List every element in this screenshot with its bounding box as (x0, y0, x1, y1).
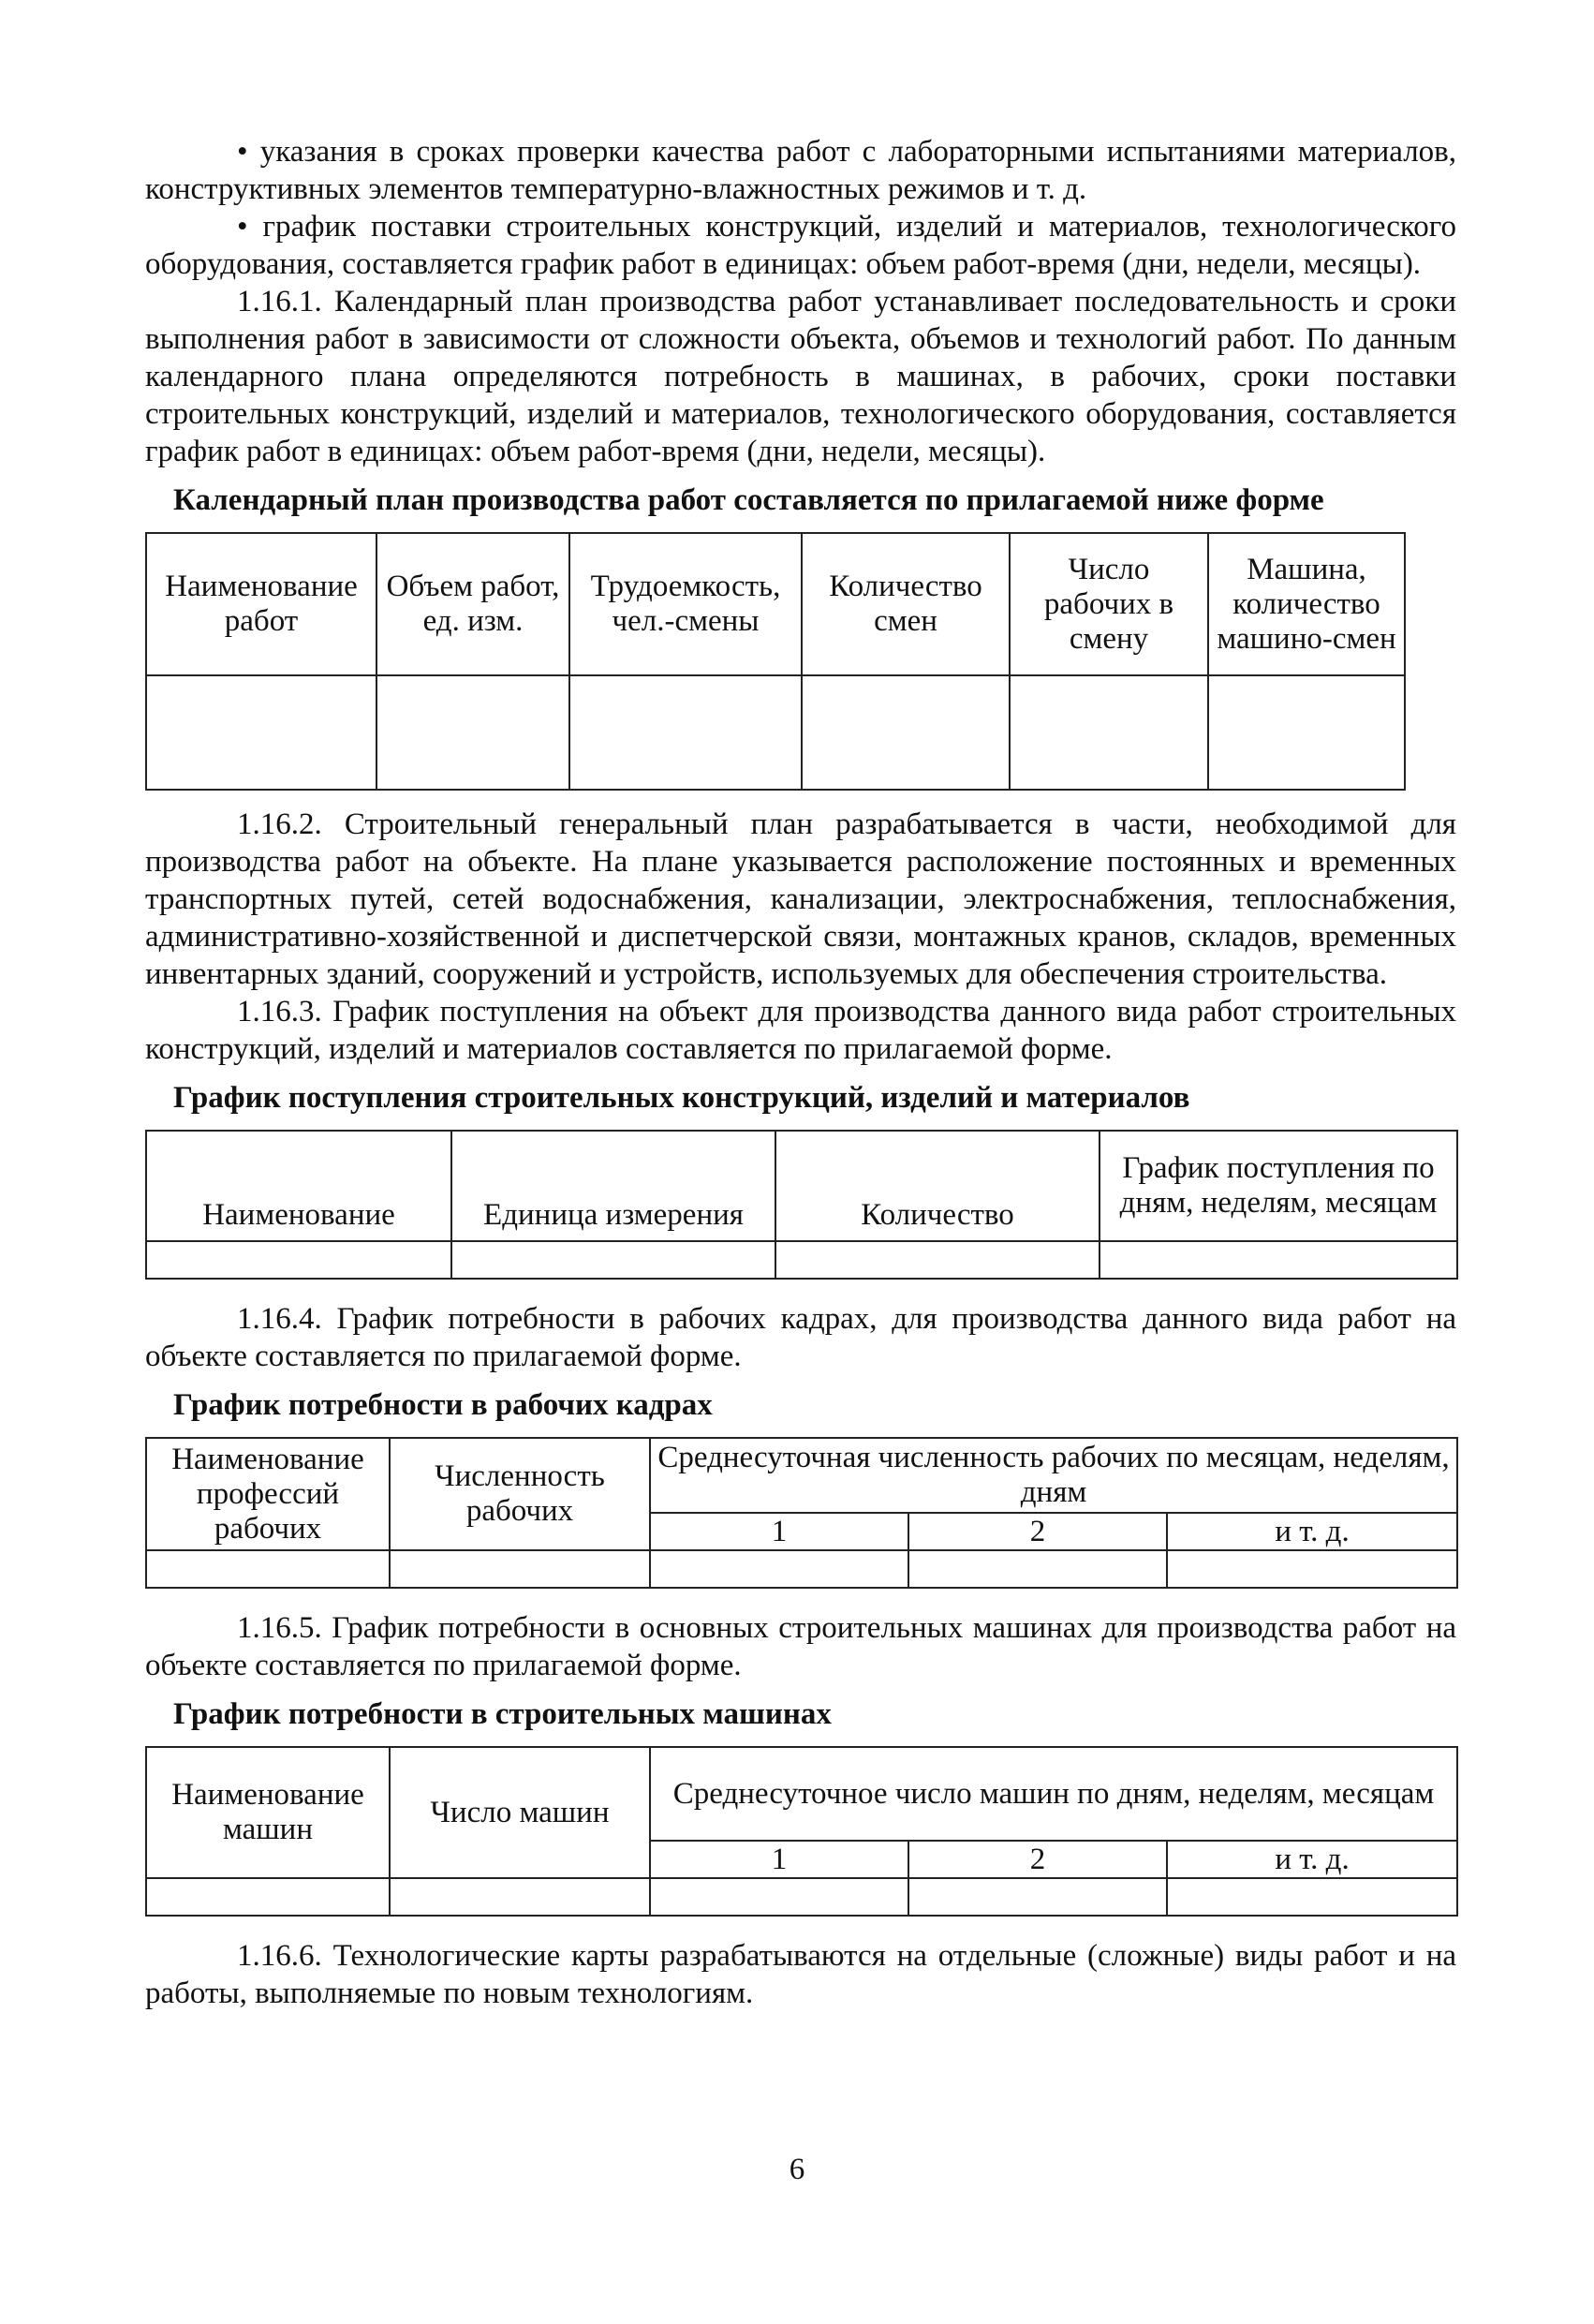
empty-cell (146, 1241, 451, 1279)
empty-cell (1010, 675, 1208, 790)
empty-cell (650, 1550, 908, 1588)
subheader-cell: 1 (650, 1841, 908, 1878)
section-paragraph: 1.16.4. График потребности в рабочих кадрах, для производства данного вида работ на объекте составляется по прилагаемой форме. (145, 1302, 1456, 1373)
workforce-table (145, 1437, 1458, 1589)
empty-cell (650, 1878, 908, 1916)
subheader-cell: и т. д. (1167, 1513, 1457, 1550)
calendar-plan-table (145, 532, 1406, 791)
bullet-paragraph: • указания в сроках проверки качества работ с лабораторными испытаниями материалов, конструктивных элементов температурно-влажностных режимов и т. д. (145, 135, 1456, 206)
empty-cell (908, 1550, 1167, 1588)
header-cell: Объем работ, ед. изм. (376, 533, 569, 675)
header-cell: Трудоемкость, чел.-смены (569, 533, 802, 675)
section-paragraph: 1.16.3. График поступления на объект для производства данного вида работ строительных конструкций, изделий и материалов составляется по прилагаемой форме. (145, 995, 1456, 1066)
header-cell: Среднесуточная численность рабочих по месяцам, неделям, дням (650, 1438, 1457, 1513)
header-cell: Наименование машин (146, 1747, 390, 1878)
empty-cell (908, 1878, 1167, 1916)
empty-cell (1100, 1241, 1457, 1279)
document-page (145, 133, 1456, 2012)
empty-cell (146, 675, 376, 790)
subheader-cell: 1 (650, 1513, 908, 1550)
section-paragraph: 1.16.5. График потребности в основных строительных машинах для производства работ на объекте составляется по прилагаемой форме. (145, 1611, 1456, 1682)
section-paragraph: 1.16.1. Календарный план производства работ устанавливает последовательность и сроки выполнения работ в зависимости от сложности объекта, объемов и технологий работ. По данным календарного плана определяются потребность в машинах, в рабочих, сроки поставки строительных конструкций, изделий и материалов, технологического оборудования, составляется график работ в единицах: объем работ-время (дни, недели, месяцы). (145, 285, 1456, 468)
empty-cell (390, 1550, 650, 1588)
supply-schedule-table (145, 1130, 1458, 1280)
section-paragraph: 1.16.6. Технологические карты разрабатываются на отдельные (сложные) виды работ и на работы, выполняемые по новым технологиям. (145, 1939, 1456, 2010)
page-number: 6 (789, 2153, 805, 2186)
header-cell: Наименование профессий рабочих (146, 1438, 390, 1550)
empty-cell (802, 675, 1010, 790)
empty-cell (1208, 675, 1405, 790)
header-cell: График поступления по дням, неделям, месяцам (1100, 1131, 1457, 1241)
subheader-cell: и т. д. (1167, 1841, 1457, 1878)
section-paragraph: 1.16.2. Строительный генеральный план разрабатывается в части, необходимой для производства работ на объекте. На плане указывается расположение постоянных и временных транспортных путей, сетей водоснабжения, канализации, электроснабжения, теплоснабжения, административно-хозяйственной и диспетчерской связи, монтажных кранов, складов, временных инвентарных зданий, сооружений и устройств, используемых для обеспечения строительства. (145, 807, 1456, 991)
empty-cell (569, 675, 802, 790)
header-cell: Количество смен (802, 533, 1010, 675)
empty-cell (1167, 1550, 1457, 1588)
header-cell: Число машин (390, 1747, 650, 1878)
subheader-cell: 2 (908, 1841, 1167, 1878)
subheader-cell: 2 (908, 1513, 1167, 1550)
table-title: График потребности в строительных машинах (173, 1697, 832, 1731)
empty-cell (146, 1550, 390, 1588)
table-title: Календарный план производства работ составляется по прилагаемой ниже форме (173, 483, 1324, 517)
machines-table (145, 1746, 1458, 1917)
empty-cell (390, 1878, 650, 1916)
header-cell: Единица измерения (451, 1131, 775, 1241)
empty-cell (146, 1878, 390, 1916)
header-cell: Среднесуточное число машин по дням, неделям, месяцам (650, 1747, 1457, 1841)
table-title: График потребности в рабочих кадрах (173, 1388, 713, 1422)
header-cell: Число рабочих в смену (1010, 533, 1208, 675)
table-title: График поступления строительных конструкций, изделий и материалов (173, 1081, 1190, 1115)
empty-cell (1167, 1878, 1457, 1916)
header-cell: Наименование (146, 1131, 451, 1241)
empty-cell (775, 1241, 1100, 1279)
bullet-paragraph: • график поставки строительных конструкций, изделий и материалов, технологического оборудования, составляется график работ в единицах: объем работ-время (дни, недели, месяцы). (145, 210, 1456, 281)
header-cell: Количество (775, 1131, 1100, 1241)
empty-cell (451, 1241, 775, 1279)
empty-cell (376, 675, 569, 790)
header-cell: Численность рабочих (390, 1438, 650, 1550)
header-cell: Наименование работ (146, 533, 376, 675)
header-cell: Машина, количество машино-смен (1208, 533, 1405, 675)
